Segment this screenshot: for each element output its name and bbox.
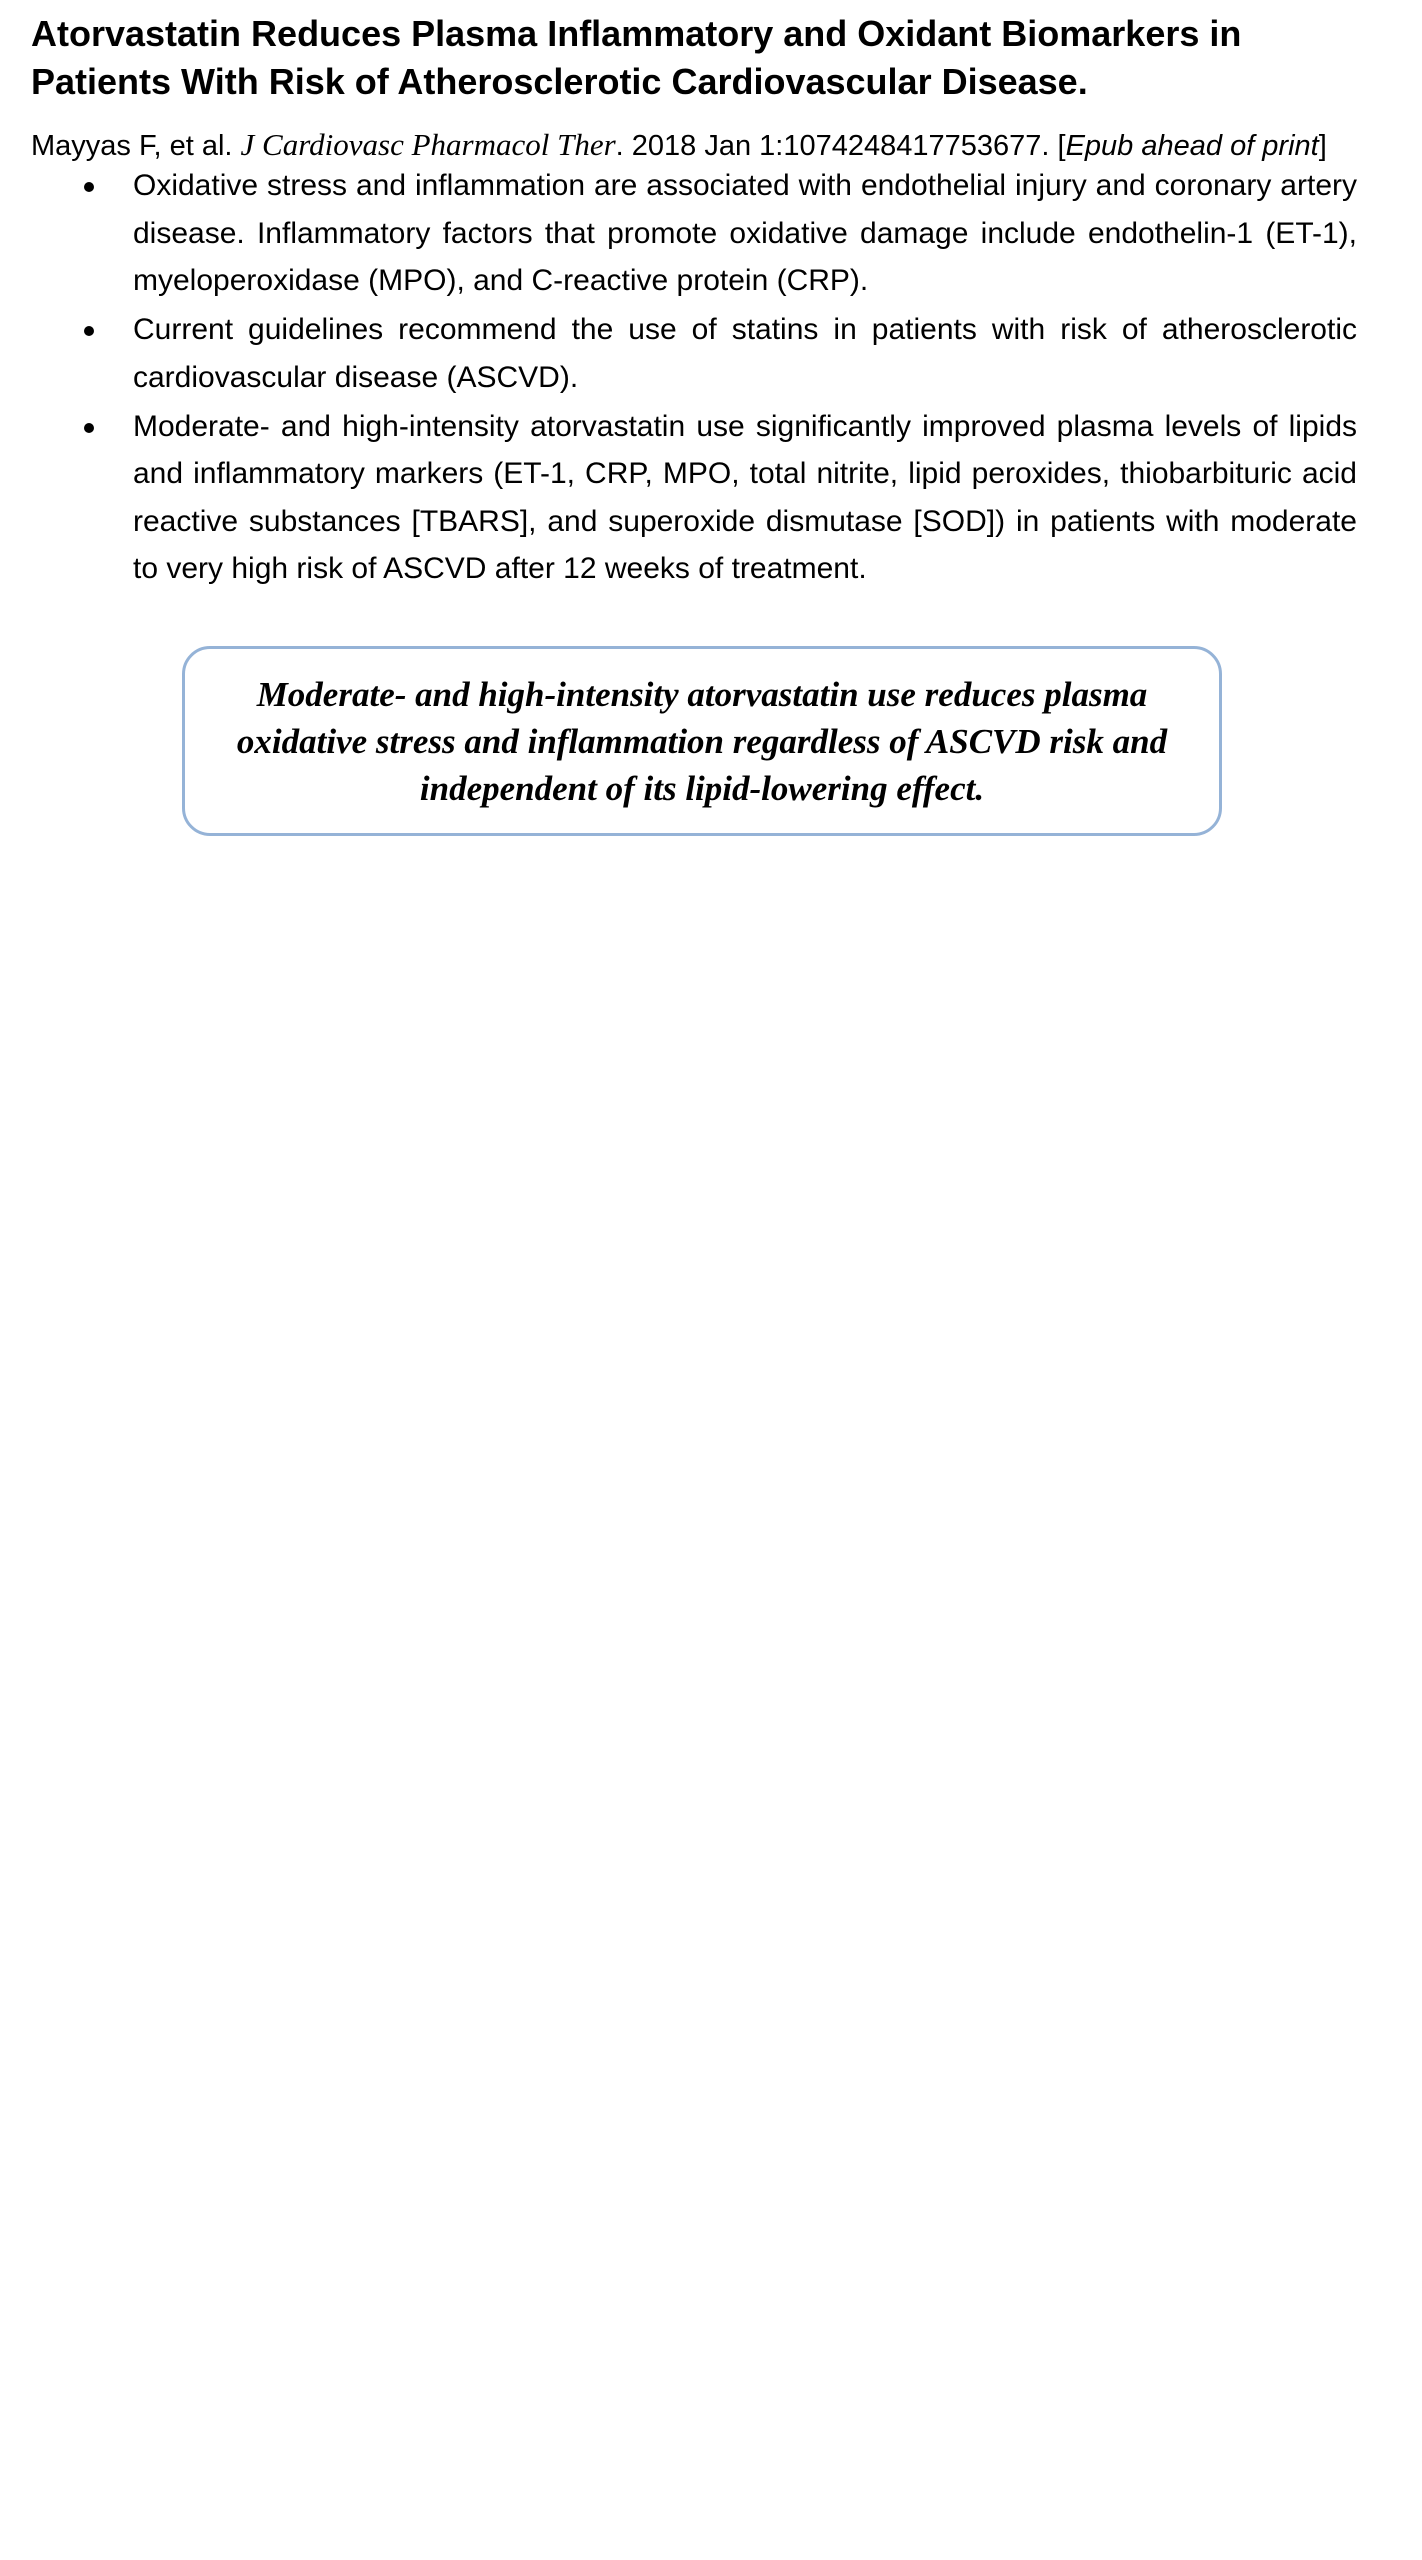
citation-journal: J Cardiovasc Pharmacol Ther: [240, 127, 616, 162]
key-points-list: [0, 162, 1422, 594]
citation-authors: Mayyas F, et al.: [31, 130, 233, 162]
bullet-dot-icon: [84, 326, 94, 336]
bullet-dot-icon: [84, 423, 94, 433]
citation-closing: ]: [1318, 130, 1327, 162]
key-point-text: Oxidative stress and inflammation are associated with endothelial injury and coronary artery disease. Inflammatory factors that promote oxidative damage include endothelin-1 (ET-1), myeloperoxidase (MPO), and C-reactive protein (CRP).: [133, 169, 1357, 297]
bullet-dot-icon: [84, 182, 94, 192]
key-point-item: [0, 403, 1357, 593]
key-point-text: Current guidelines recommend the use of statins in patients with risk of atherosclerotic cardiovascular disease (ASCVD).: [133, 313, 1357, 394]
citation-details: . 2018 Jan 1:1074248417753677. [: [615, 130, 1066, 162]
summary-callout-box: [182, 646, 1222, 836]
key-point-item: [0, 162, 1357, 305]
summary-text: Moderate- and high-intensity atorvastatin use reduces plasma oxidative stress and inflammation regardless of ASCVD risk and independent of its lipid-lowering effect.: [236, 674, 1168, 808]
key-point-text: Moderate- and high-intensity atorvastatin use significantly improved plasma levels of lipids and inflammatory markers (ET-1, CRP, MPO, total nitrite, lipid peroxides, thiobarbituric acid reactive substances [TBARS], and superoxide dismutase [SOD]) in patients with moderate to very high risk of ASCVD after 12 weeks of treatment.: [133, 409, 1357, 585]
citation-epub-note: Epub ahead of print: [1065, 130, 1319, 162]
article-title: Atorvastatin Reduces Plasma Inflammatory and Oxidant Biomarkers in Patients With Risk of Atherosclerotic Cardiovascular Disease.: [31, 13, 1242, 102]
key-point-item: [0, 306, 1357, 401]
